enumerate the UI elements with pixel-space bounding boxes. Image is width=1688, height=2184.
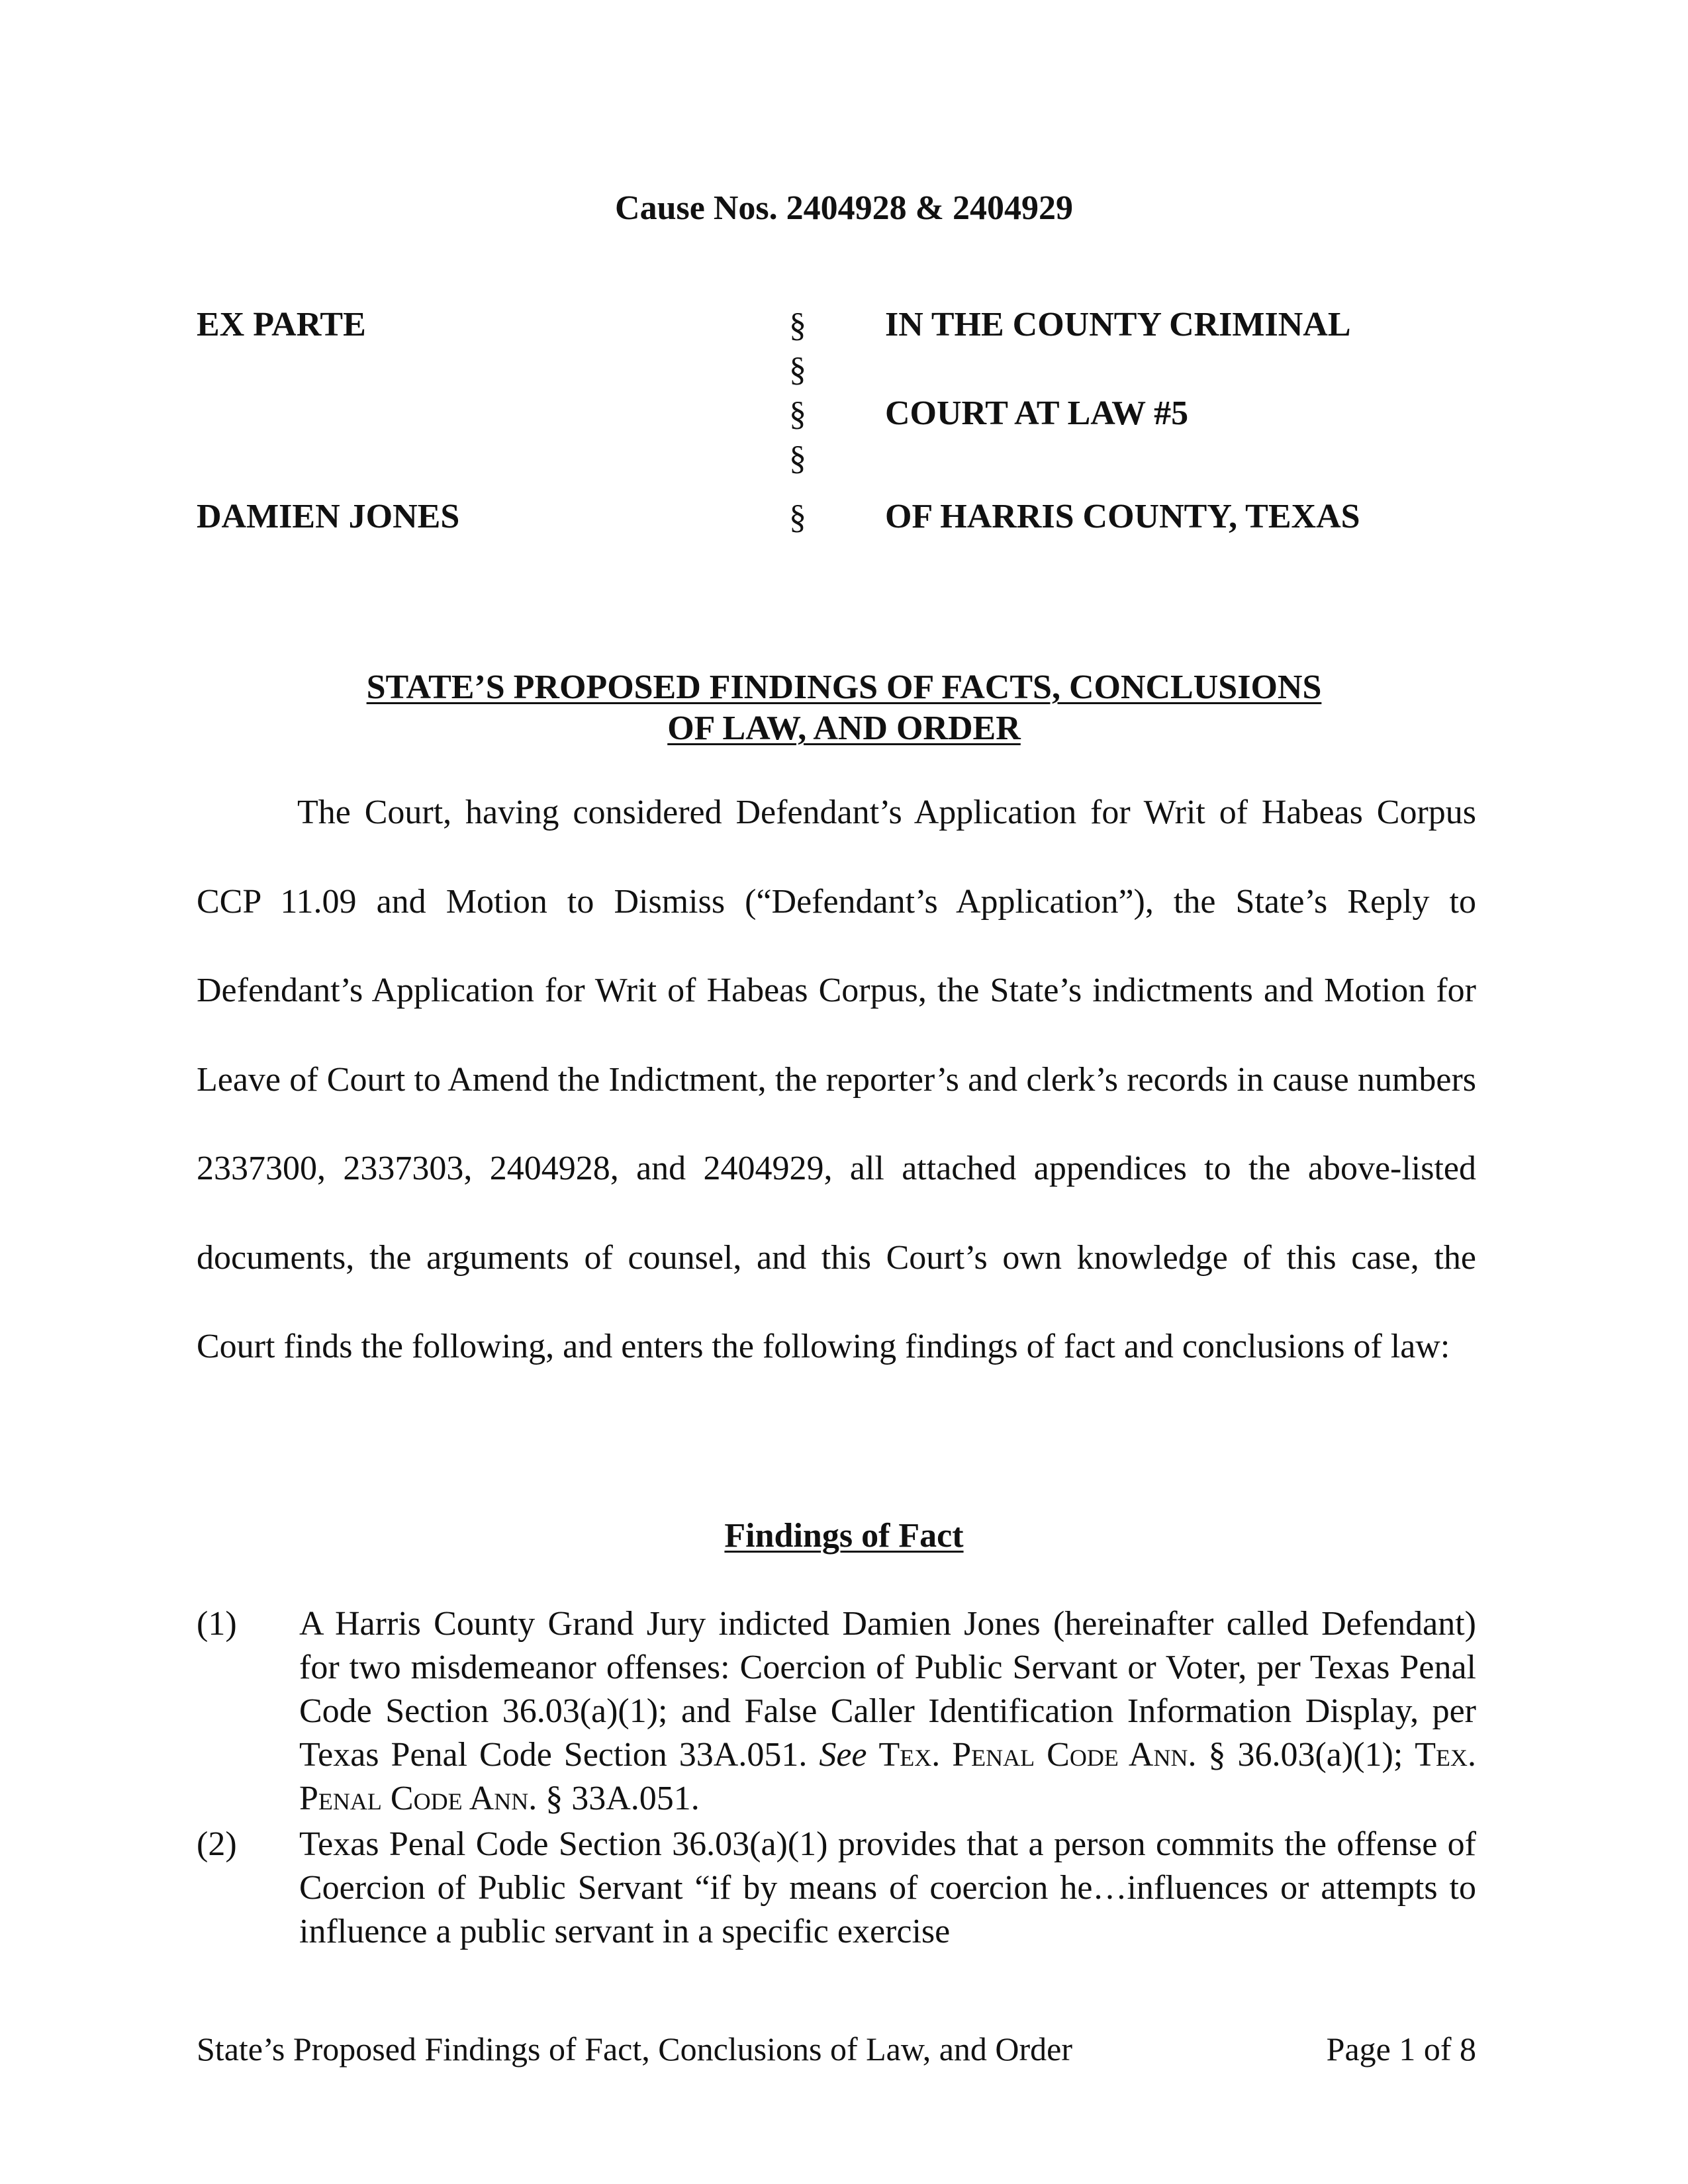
document-title-line-1: STATE’S PROPOSED FINDINGS OF FACTS, CONCLUSIONS	[366, 668, 1322, 706]
finding-text	[299, 1602, 1476, 1821]
footer-document-title: State’s Proposed Findings of Fact, Conclusions of Law, and Order	[197, 2030, 1072, 2068]
findings-heading: Findings of Fact	[724, 1517, 964, 1555]
page-number: Page 1 of 8	[1326, 2030, 1476, 2068]
cause-numbers: Cause Nos. 2404928 & 2404929	[615, 189, 1073, 227]
caption-party-name: DAMIEN JONES	[197, 498, 460, 535]
caption-court-line-2: COURT AT LAW #5	[885, 394, 1189, 432]
section-symbol: §	[789, 395, 806, 433]
section-symbol: §	[789, 498, 806, 536]
finding-text: Texas Penal Code Section 36.03(a)(1) provides that a person commits the offense of Coercion of Public Servant “if by means of coercion he…influences or attempts to influence a public servant in a specific exercise	[299, 1825, 1476, 1950]
intro-paragraph: The Court, having considered Defendant’s Application for Writ of Habeas Corpus CCP 11.09 and Motion to Dismiss (“Defendant’s Application”), the State’s Reply to Defendant’s Application for Writ of Habeas Corpus, the State’s indictments and Motion for Leave of Court to Amend the Indictment, the reporter’s and clerk’s records in cause numbers 2337300, 2337303, 2404928, and 2404929, all attached appendices to the above-listed documents, the arguments of counsel, and this Court’s own knowledge of this case, the Court finds the following, and enters the following findings of fact and conclusions of law:	[197, 794, 1476, 1365]
finding-number: (2)	[197, 1825, 237, 1863]
finding-number: (1)	[197, 1605, 237, 1643]
section-symbol: §	[789, 351, 806, 388]
citation-section: § 33A.051.	[545, 1780, 700, 1817]
finding-body: A Harris County Grand Jury indicted Damien Jones (hereinafter called Defendant) for two misdemeanor offenses: Coercion of Public Servant or Voter, per Texas Penal Code Section 36.03(a)(1); and False Caller Identification Information Display, per Texas Penal Code Section 33A.051.	[299, 1605, 1476, 1774]
section-symbol: §	[789, 306, 806, 344]
caption-ex-parte: EX PARTE	[197, 306, 366, 343]
document-title-line-2: OF LAW, AND ORDER	[667, 709, 1021, 747]
citation-section: § 36.03(a)(1);	[1208, 1736, 1403, 1774]
citation-code: Tex. Penal Code Ann.	[299, 1736, 1477, 1817]
section-symbol: §	[789, 439, 806, 477]
caption-court-line-1: IN THE COUNTY CRIMINAL	[885, 306, 1351, 343]
citation-code: Tex. Penal Code Ann.	[878, 1736, 1197, 1774]
caption-court-line-3: OF HARRIS COUNTY, TEXAS	[885, 498, 1360, 535]
citation-signal: See	[819, 1736, 867, 1774]
